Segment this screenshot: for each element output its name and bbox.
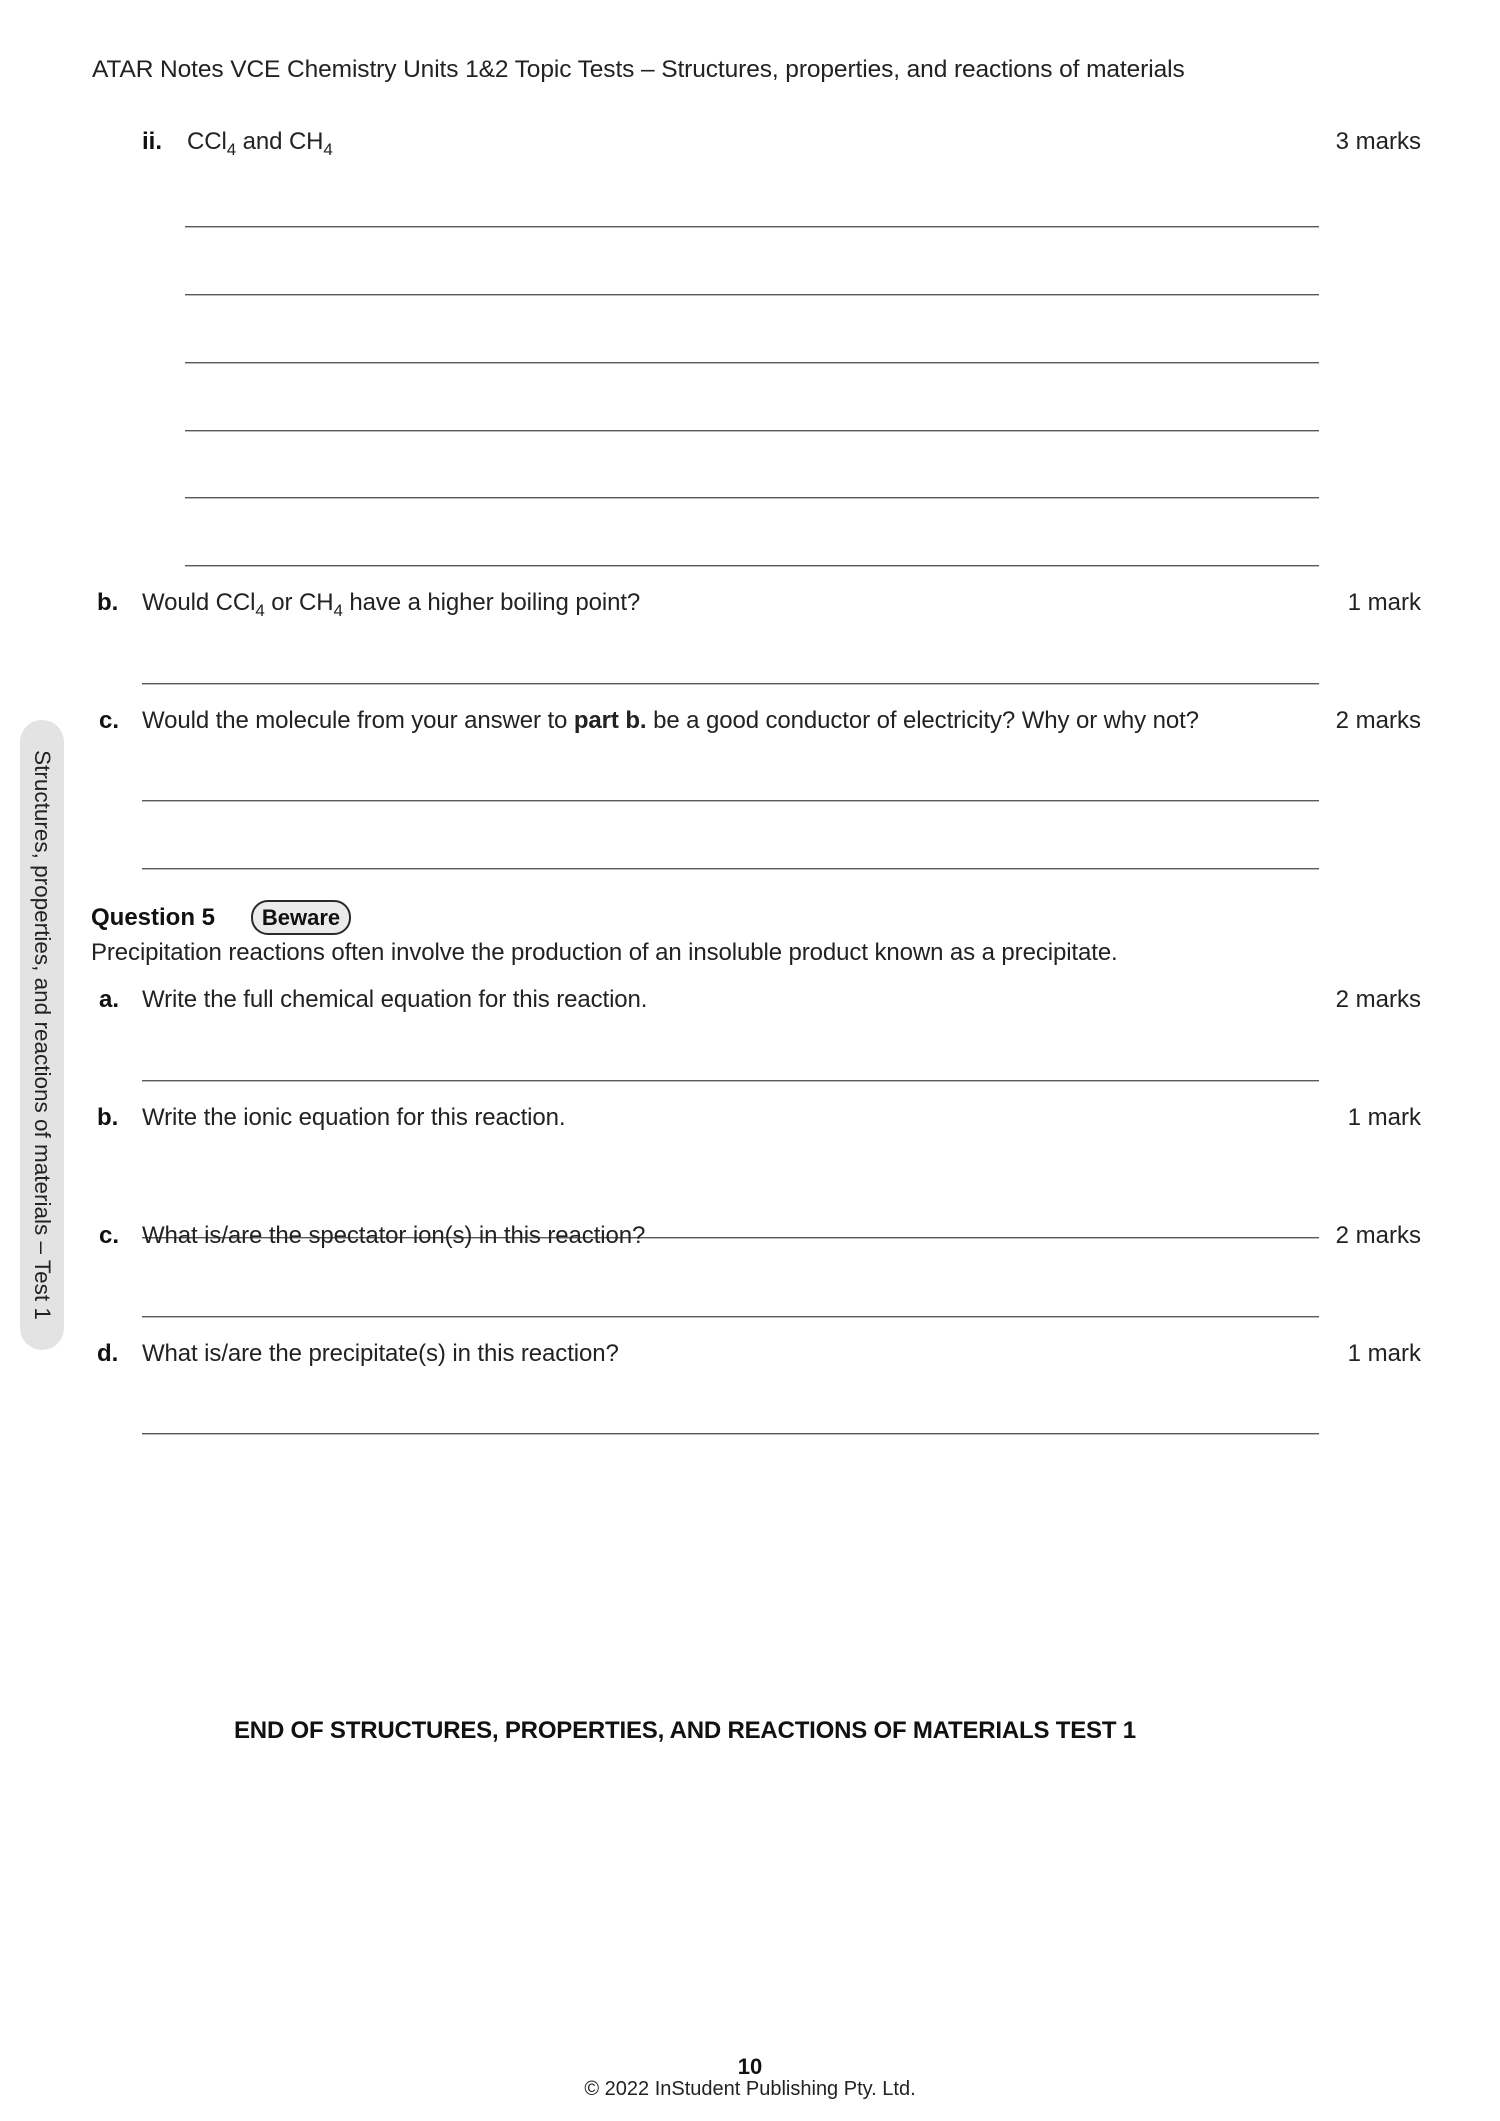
subscript: 4 [333, 601, 343, 620]
part-label-a: a. [99, 986, 120, 1013]
answer-line[interactable] [185, 362, 1319, 364]
answer-line[interactable] [142, 868, 1319, 870]
question-title: Question 5 [91, 904, 216, 931]
answer-line[interactable] [142, 800, 1319, 802]
answer-line[interactable] [142, 1316, 1319, 1318]
answer-line[interactable] [185, 226, 1319, 228]
side-tab-label: Structures, properties, and reactions of materials – Test 1 [30, 750, 55, 1320]
part-label-ii: ii. [142, 128, 163, 155]
answer-line[interactable] [142, 1433, 1319, 1435]
subscript: 4 [226, 140, 237, 159]
marks-d: 1 mark [1347, 1340, 1421, 1367]
running-header: ATAR Notes VCE Chemistry Units 1&2 Topic Tests – Structures, properties, and reactions of materials [92, 56, 1185, 83]
text-segment: have a higher boiling point? [342, 589, 641, 616]
bold-reference: part b. [573, 707, 647, 734]
question-intro: Precipitation reactions often involve the production of an insoluble product known as a precipitate. [91, 939, 1118, 966]
part-label-b: b. [97, 589, 119, 616]
marks-a: 2 marks [1335, 986, 1421, 1013]
formula-ccl: CCl [187, 128, 227, 155]
text-segment: be a good conductor of electricity? Why or why not? [646, 707, 1199, 734]
answer-line[interactable] [142, 1080, 1319, 1082]
formula-ch: and CH [236, 128, 324, 155]
part-b-text [142, 589, 641, 620]
part-label-d: d. [97, 1340, 119, 1367]
answer-line[interactable] [185, 497, 1319, 499]
subscript: 4 [323, 140, 333, 159]
marks-c: 2 marks [1335, 1222, 1421, 1249]
answer-line[interactable] [142, 683, 1319, 685]
marks-b: 1 mark [1347, 1104, 1421, 1131]
part-label-c: c. [99, 1222, 120, 1249]
part-ii-text [187, 128, 333, 159]
part-c-text: What is/are the spectator ion(s) in this reaction? [142, 1222, 646, 1249]
text-segment: Would CCl [142, 589, 256, 616]
answer-line[interactable] [185, 430, 1319, 432]
marks-b: 1 mark [1347, 589, 1421, 616]
marks-c: 2 marks [1335, 707, 1421, 734]
part-a-text: Write the full chemical equation for this reaction. [142, 986, 648, 1013]
marks-ii: 3 marks [1335, 128, 1421, 155]
part-label-c: c. [99, 707, 120, 734]
answer-line[interactable] [185, 294, 1319, 296]
beware-badge: Beware [251, 900, 351, 935]
subscript: 4 [255, 601, 265, 620]
page-number: 10 [737, 2054, 763, 2079]
answer-line[interactable] [185, 565, 1319, 567]
part-label-b: b. [97, 1104, 119, 1131]
end-of-test-text: END OF STRUCTURES, PROPERTIES, AND REACTIONS OF MATERIALS TEST 1 [234, 1717, 1136, 1744]
part-d-text: What is/are the precipitate(s) in this reaction? [142, 1340, 619, 1367]
part-b-text: Write the ionic equation for this reaction. [142, 1104, 566, 1131]
copyright: © 2022 InStudent Publishing Pty. Ltd. [584, 2078, 916, 2100]
text-segment: Would the molecule from your answer to [142, 707, 574, 734]
text-segment: or CH [264, 589, 334, 616]
part-c-text [142, 707, 1199, 735]
